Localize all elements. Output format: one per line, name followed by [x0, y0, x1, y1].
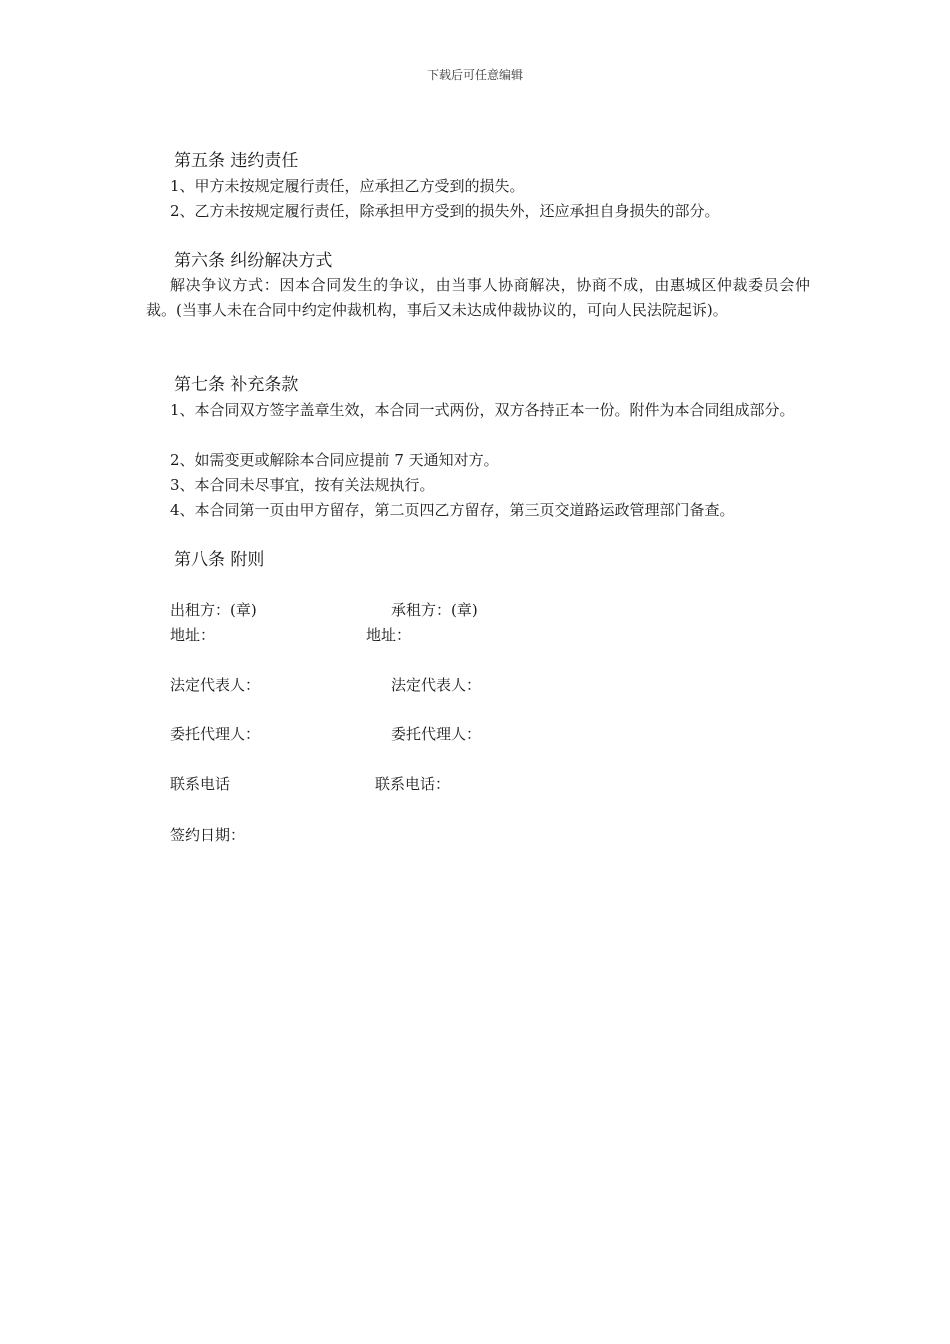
lessor-address-label: 地址：: [170, 626, 216, 644]
article-7-item-1: 1、本合同双方签字盖章生效，本合同一式两份，双方各持正本一份。附件为本合同组成部分。: [170, 401, 795, 419]
article-8-title: 第八条 附则: [174, 550, 265, 570]
lessee-phone-label: 联系电话：: [375, 775, 451, 793]
lessee-agent-label: 委托代理人：: [391, 725, 482, 743]
article-6-title: 第六条 纠纷解决方式: [174, 251, 333, 271]
article-6-body: 解决争议方式：因本合同发生的争议，由当事人协商解决，协商不成，由惠城区仲裁委员会仲裁。(当事人未在合同中约定仲裁机构，事后又未达成仲裁协议的，可向人民法院起诉)。: [146, 276, 810, 319]
lessee-legal-rep-label: 法定代表人：: [391, 676, 482, 694]
sign-date-label: 签约日期：: [170, 826, 246, 844]
lessor-seal-label: 出租方：(章): [170, 601, 257, 619]
lessor-agent-label: 委托代理人：: [170, 725, 261, 743]
header-note: 下载后可任意编辑: [426, 68, 523, 82]
lessee-address-label: 地址：: [366, 626, 412, 644]
article-5-item-2: 2、乙方未按规定履行责任，除承担甲方受到的损失外，还应承担自身损失的部分。: [170, 202, 720, 220]
article-5-item-1: 1、甲方未按规定履行责任，应承担乙方受到的损失。: [170, 177, 525, 195]
lessee-seal-label: 承租方：(章): [391, 601, 478, 619]
lessor-legal-rep-label: 法定代表人：: [170, 676, 261, 694]
article-5-title: 第五条 违约责任: [174, 151, 299, 171]
article-7-item-4: 4、本合同第一页由甲方留存，第二页四乙方留存，第三页交道路运政管理部门备查。: [170, 501, 735, 519]
lessor-phone-label: 联系电话: [170, 775, 231, 793]
article-7-item-2: 2、如需变更或解除本合同应提前 7 天通知对方。: [170, 451, 499, 469]
article-7-title: 第七条 补充条款: [174, 375, 299, 395]
article-7-item-3: 3、本合同未尽事宜，按有关法规执行。: [170, 476, 435, 494]
